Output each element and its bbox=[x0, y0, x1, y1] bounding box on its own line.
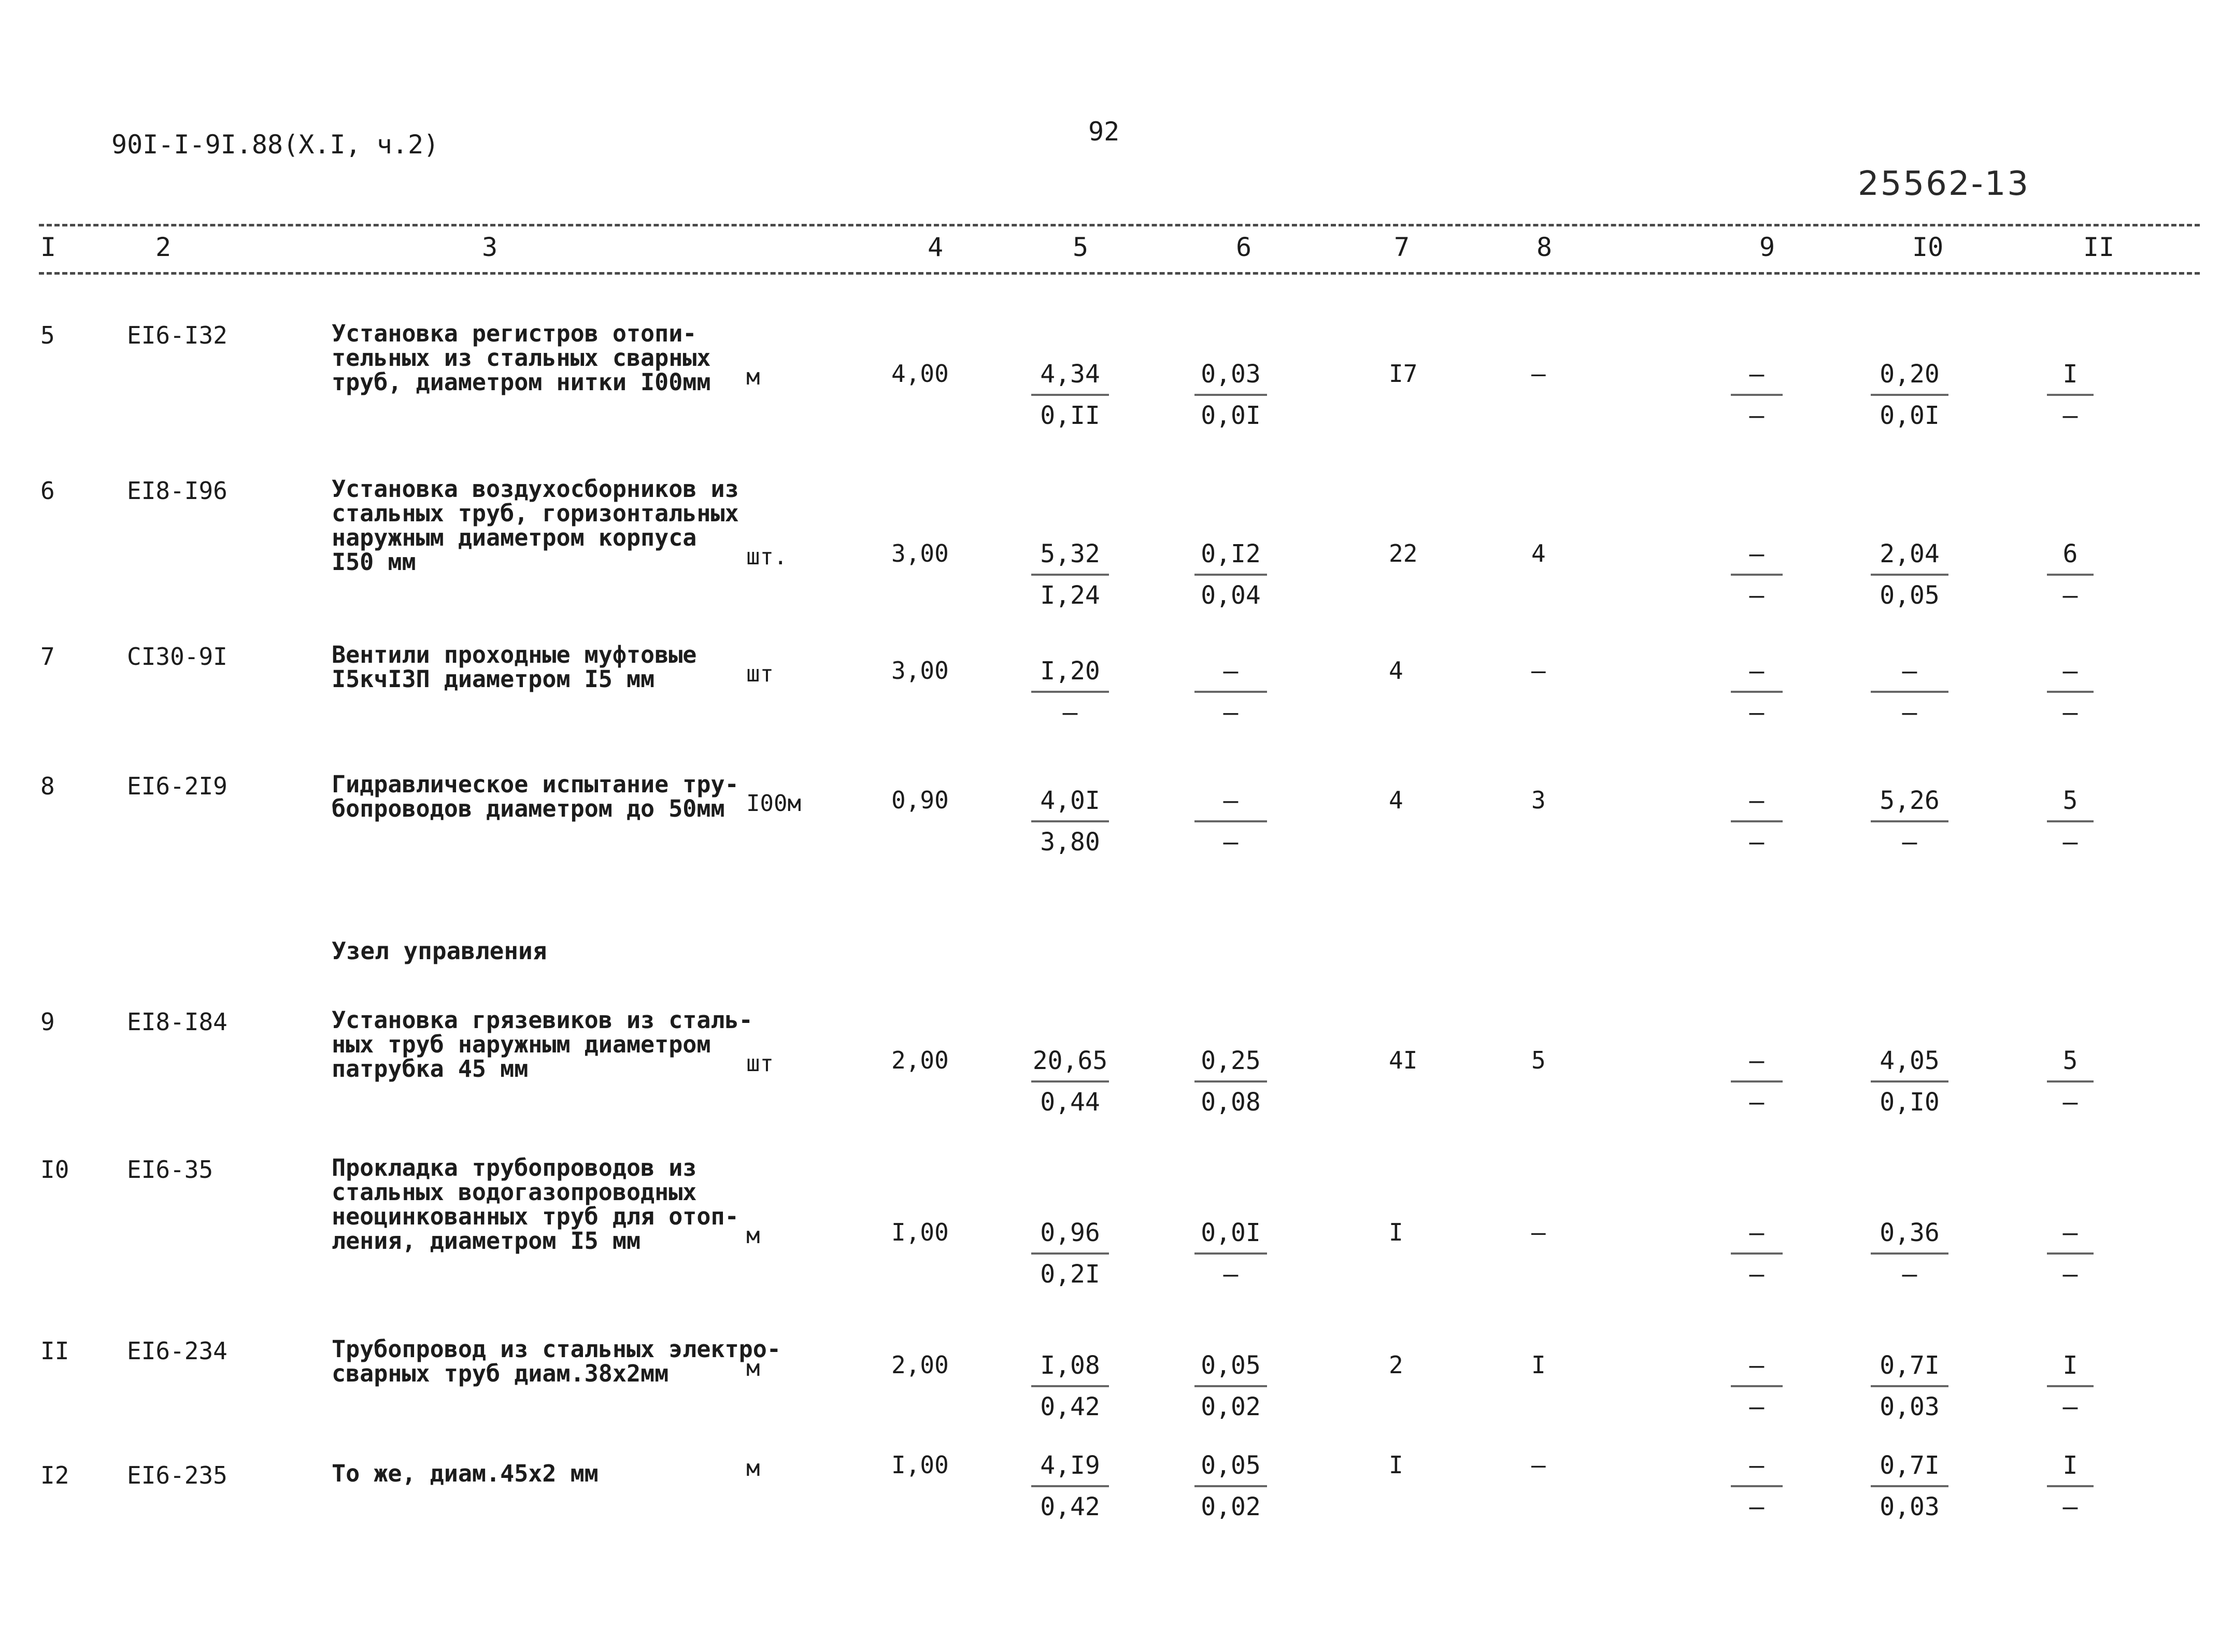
col9-value-numerator: – bbox=[1749, 786, 1765, 815]
col9-value bbox=[1731, 1046, 1783, 1117]
col11-value-numerator: 5 bbox=[2062, 786, 2078, 815]
norm-code: EI6-I32 bbox=[127, 321, 227, 349]
col11-value bbox=[2047, 1351, 2094, 1421]
bottom-dashed-rule bbox=[39, 272, 2200, 275]
col11-value-denominator: – bbox=[2062, 401, 2078, 430]
column-number: 4 bbox=[928, 232, 944, 262]
col6-value-numerator: 0,0I bbox=[1201, 1218, 1261, 1247]
col11-value-numerator: 5 bbox=[2062, 1046, 2078, 1075]
work-description bbox=[332, 643, 798, 691]
col6-value-bar bbox=[1194, 1080, 1267, 1083]
col9-value-denominator: – bbox=[1749, 828, 1765, 857]
col6-value-denominator: 0,08 bbox=[1201, 1088, 1261, 1117]
column-number: 8 bbox=[1536, 232, 1553, 262]
col6-value-denominator: 0,04 bbox=[1201, 581, 1261, 610]
col5-value-numerator: I,08 bbox=[1040, 1351, 1100, 1380]
col8-value: I bbox=[1531, 1351, 1546, 1379]
col9-value bbox=[1731, 786, 1783, 857]
col11-value-bar bbox=[2047, 574, 2094, 576]
col11-value bbox=[2047, 657, 2094, 727]
page-number: 92 bbox=[1088, 117, 1120, 147]
col10-value-numerator: 0,7I bbox=[1880, 1351, 1940, 1380]
column-number: 2 bbox=[155, 232, 172, 262]
description-line: тельных из стальных сварных bbox=[332, 344, 711, 372]
description-line: стальных труб, горизонтальных bbox=[332, 500, 739, 527]
col11-value-numerator: I bbox=[2062, 1451, 2078, 1480]
unit: шт bbox=[746, 661, 774, 687]
col9-value-denominator: – bbox=[1749, 401, 1765, 430]
col10-value bbox=[1871, 360, 1948, 430]
col11-value-numerator: 6 bbox=[2062, 539, 2078, 568]
col10-value-denominator: 0,05 bbox=[1880, 581, 1940, 610]
col9-value bbox=[1731, 657, 1783, 727]
col8-value: 4 bbox=[1531, 539, 1546, 567]
col5-value-numerator: 4,0I bbox=[1040, 786, 1100, 815]
col5-value-denominator: 0,II bbox=[1040, 401, 1100, 430]
col9-value-numerator: – bbox=[1749, 1218, 1765, 1247]
col5-value-denominator: – bbox=[1062, 698, 1078, 727]
col5-value-bar bbox=[1031, 1385, 1109, 1387]
col5-value bbox=[1031, 1218, 1109, 1289]
col11-value bbox=[2047, 360, 2094, 430]
col9-value-numerator: – bbox=[1749, 1351, 1765, 1380]
col6-value bbox=[1194, 1218, 1267, 1289]
unit: шт. bbox=[746, 544, 788, 570]
col11-value-numerator: I bbox=[2062, 360, 2078, 389]
col11-value-bar bbox=[2047, 691, 2094, 693]
col6-value bbox=[1194, 1046, 1267, 1117]
norm-code: CI30-9I bbox=[127, 643, 227, 671]
top-dashed-rule bbox=[39, 224, 2200, 226]
col9-value-bar bbox=[1731, 394, 1783, 396]
col9-value-denominator: – bbox=[1749, 581, 1765, 610]
col10-value-bar bbox=[1871, 691, 1948, 693]
col6-value bbox=[1194, 539, 1267, 610]
row-number: 9 bbox=[40, 1008, 55, 1036]
col5-value bbox=[1031, 1351, 1109, 1421]
col11-value bbox=[2047, 539, 2094, 610]
col5-value-bar bbox=[1031, 820, 1109, 822]
col9-value-denominator: – bbox=[1749, 1392, 1765, 1421]
col11-value bbox=[2047, 786, 2094, 857]
col10-value bbox=[1871, 1046, 1948, 1117]
description-line: Гидравлическое испытание тру- bbox=[332, 771, 739, 798]
col6-value bbox=[1194, 657, 1267, 727]
col10-value-numerator: 2,04 bbox=[1880, 539, 1940, 568]
col10-value-bar bbox=[1871, 820, 1948, 822]
col10-value-denominator: – bbox=[1902, 1260, 1917, 1289]
col9-value bbox=[1731, 1218, 1783, 1289]
description-line: Установка регистров отопи- bbox=[332, 320, 697, 347]
col8-value: – bbox=[1531, 657, 1546, 685]
col9-value bbox=[1731, 1351, 1783, 1421]
quantity: I,00 bbox=[891, 1451, 949, 1479]
column-number: 9 bbox=[1759, 232, 1775, 262]
col10-value-denominator: – bbox=[1902, 698, 1917, 727]
quantity: 4,00 bbox=[891, 360, 949, 388]
col10-value-numerator: 0,7I bbox=[1880, 1451, 1940, 1480]
col10-value-numerator: 4,05 bbox=[1880, 1046, 1940, 1075]
description-line: I5кчI3П диаметром I5 мм bbox=[332, 665, 655, 693]
registration-stamp: 25562-13 bbox=[1858, 165, 2030, 203]
col6-value-bar bbox=[1194, 820, 1267, 822]
col6-value-bar bbox=[1194, 394, 1267, 396]
col5-value bbox=[1031, 786, 1109, 857]
col10-value bbox=[1871, 657, 1948, 727]
col9-value-numerator: – bbox=[1749, 1451, 1765, 1480]
col10-value bbox=[1871, 786, 1948, 857]
col11-value-bar bbox=[2047, 820, 2094, 822]
col11-value-numerator: – bbox=[2062, 657, 2078, 686]
col11-value-denominator: – bbox=[2062, 1492, 2078, 1521]
work-description bbox=[332, 1337, 798, 1386]
col10-value-numerator: 5,26 bbox=[1880, 786, 1940, 815]
col9-value-bar bbox=[1731, 1385, 1783, 1387]
col9-value-numerator: – bbox=[1749, 1046, 1765, 1075]
col5-value-denominator: 0,2I bbox=[1040, 1260, 1100, 1289]
col10-value-numerator: 0,36 bbox=[1880, 1218, 1940, 1247]
col5-value-bar bbox=[1031, 1080, 1109, 1083]
column-number: II bbox=[2083, 232, 2115, 262]
col9-value bbox=[1731, 1451, 1783, 1521]
col5-value bbox=[1031, 1046, 1109, 1117]
col7-value: 4 bbox=[1389, 657, 1403, 685]
col10-value-numerator: – bbox=[1902, 657, 1917, 686]
col6-value-bar bbox=[1194, 1385, 1267, 1387]
description-line: бопроводов диаметром до 50мм bbox=[332, 795, 725, 822]
column-number: 3 bbox=[482, 232, 498, 262]
row-number: 6 bbox=[40, 477, 55, 505]
col10-value-denominator: 0,03 bbox=[1880, 1492, 1940, 1521]
col10-value-bar bbox=[1871, 1485, 1948, 1487]
work-description bbox=[332, 1461, 798, 1486]
col5-value-numerator: 5,32 bbox=[1040, 539, 1100, 568]
col10-value bbox=[1871, 1451, 1948, 1521]
col11-value bbox=[2047, 1451, 2094, 1521]
col6-value-numerator: – bbox=[1223, 657, 1239, 686]
norm-code: EI8-I96 bbox=[127, 477, 227, 505]
col7-value: I bbox=[1389, 1218, 1403, 1246]
col7-value: 22 bbox=[1389, 539, 1418, 567]
col5-value-denominator: I,24 bbox=[1040, 581, 1100, 610]
work-description bbox=[332, 1008, 798, 1081]
col5-value-numerator: 4,34 bbox=[1040, 360, 1100, 389]
col11-value bbox=[2047, 1046, 2094, 1117]
quantity: 0,90 bbox=[891, 786, 949, 814]
unit: I00м bbox=[746, 790, 801, 817]
col10-value-bar bbox=[1871, 574, 1948, 576]
description-line: Вентили проходные муфтовые bbox=[332, 641, 697, 668]
description-line: Установка воздухосборников из bbox=[332, 475, 739, 503]
col9-value-bar bbox=[1731, 1485, 1783, 1487]
col11-value-denominator: – bbox=[2062, 828, 2078, 857]
col9-value-denominator: – bbox=[1749, 1492, 1765, 1521]
column-number: I bbox=[40, 232, 56, 262]
quantity: 2,00 bbox=[891, 1046, 949, 1074]
col6-value-numerator: – bbox=[1223, 786, 1239, 815]
col10-value-denominator: – bbox=[1902, 828, 1917, 857]
col5-value-bar bbox=[1031, 574, 1109, 576]
unit: шт bbox=[746, 1050, 774, 1077]
description-line: Установка грязевиков из сталь- bbox=[332, 1006, 753, 1034]
col11-value-denominator: – bbox=[2062, 581, 2078, 610]
description-line: I50 мм bbox=[332, 548, 416, 576]
col11-value-denominator: – bbox=[2062, 698, 2078, 727]
col11-value-bar bbox=[2047, 1485, 2094, 1487]
col10-value-bar bbox=[1871, 1252, 1948, 1255]
col5-value-denominator: 0,42 bbox=[1040, 1392, 1100, 1421]
col5-value bbox=[1031, 539, 1109, 610]
col9-value-bar bbox=[1731, 820, 1783, 822]
work-description bbox=[332, 772, 798, 821]
unit: м bbox=[746, 1222, 760, 1249]
col6-value bbox=[1194, 360, 1267, 430]
col6-value-denominator: 0,02 bbox=[1201, 1492, 1261, 1521]
column-number: I0 bbox=[1912, 232, 1944, 262]
description-line: Прокладка трубопроводов из bbox=[332, 1154, 697, 1181]
col9-value-numerator: – bbox=[1749, 539, 1765, 568]
col6-value-bar bbox=[1194, 574, 1267, 576]
unit: м bbox=[746, 364, 760, 390]
col11-value-bar bbox=[2047, 1385, 2094, 1387]
col9-value-numerator: – bbox=[1749, 657, 1765, 686]
col8-value: – bbox=[1531, 360, 1546, 388]
row-number: I0 bbox=[40, 1156, 69, 1184]
col11-value-numerator: – bbox=[2062, 1218, 2078, 1247]
col9-value-denominator: – bbox=[1749, 1260, 1765, 1289]
col8-value: 3 bbox=[1531, 786, 1546, 814]
quantity: I,00 bbox=[891, 1218, 949, 1246]
col10-value bbox=[1871, 1218, 1948, 1289]
description-line: труб, диаметром нитки I00мм bbox=[332, 368, 711, 396]
column-number: 7 bbox=[1394, 232, 1410, 262]
section-heading: Узел управления bbox=[332, 937, 547, 965]
col7-value: 4I bbox=[1389, 1046, 1418, 1074]
row-number: 8 bbox=[40, 772, 55, 800]
description-line: наружным диаметром корпуса bbox=[332, 524, 697, 551]
col10-value-numerator: 0,20 bbox=[1880, 360, 1940, 389]
col9-value bbox=[1731, 360, 1783, 430]
col6-value bbox=[1194, 1351, 1267, 1421]
col11-value-denominator: – bbox=[2062, 1088, 2078, 1117]
quantity: 3,00 bbox=[891, 539, 949, 567]
col11-value-bar bbox=[2047, 1252, 2094, 1255]
col9-value-denominator: – bbox=[1749, 698, 1765, 727]
col10-value bbox=[1871, 1351, 1948, 1421]
description-line: ления, диаметром I5 мм bbox=[332, 1227, 641, 1255]
quantity: 2,00 bbox=[891, 1351, 949, 1379]
col10-value-bar bbox=[1871, 394, 1948, 396]
col5-value-denominator: 0,44 bbox=[1040, 1088, 1100, 1117]
col6-value-denominator: – bbox=[1223, 698, 1239, 727]
col9-value-bar bbox=[1731, 574, 1783, 576]
description-line: Трубопровод из стальных электро- bbox=[332, 1335, 781, 1363]
col9-value-bar bbox=[1731, 1252, 1783, 1255]
work-description bbox=[332, 477, 798, 574]
norm-code: EI8-I84 bbox=[127, 1008, 227, 1036]
col6-value-numerator: 0,25 bbox=[1201, 1046, 1261, 1075]
unit: м bbox=[746, 1455, 760, 1482]
col6-value-numerator: 0,05 bbox=[1201, 1451, 1261, 1480]
col11-value-denominator: – bbox=[2062, 1392, 2078, 1421]
col10-value-denominator: 0,03 bbox=[1880, 1392, 1940, 1421]
col11-value-numerator: I bbox=[2062, 1351, 2078, 1380]
work-description bbox=[332, 321, 798, 394]
col6-value bbox=[1194, 786, 1267, 857]
row-number: I2 bbox=[40, 1461, 69, 1489]
col5-value-numerator: 4,I9 bbox=[1040, 1451, 1100, 1480]
col10-value-bar bbox=[1871, 1385, 1948, 1387]
col6-value-numerator: 0,03 bbox=[1201, 360, 1261, 389]
description-line: То же, диам.45х2 мм bbox=[332, 1460, 599, 1487]
work-description bbox=[332, 1156, 798, 1253]
row-number: 5 bbox=[40, 321, 55, 349]
col5-value-numerator: 0,96 bbox=[1040, 1218, 1100, 1247]
col10-value-denominator: 0,I0 bbox=[1880, 1088, 1940, 1117]
col7-value: I bbox=[1389, 1451, 1403, 1479]
norm-code: EI6-234 bbox=[127, 1337, 227, 1365]
col9-value-numerator: – bbox=[1749, 360, 1765, 389]
col5-value bbox=[1031, 1451, 1109, 1521]
col11-value-bar bbox=[2047, 394, 2094, 396]
row-number: II bbox=[40, 1337, 69, 1365]
col6-value-bar bbox=[1194, 1252, 1267, 1255]
quantity: 3,00 bbox=[891, 657, 949, 685]
norm-code: EI6-2I9 bbox=[127, 772, 227, 800]
col5-value-bar bbox=[1031, 1485, 1109, 1487]
description-line: стальных водогазопроводных bbox=[332, 1178, 697, 1206]
col8-value: – bbox=[1531, 1218, 1546, 1246]
col5-value-bar bbox=[1031, 394, 1109, 396]
col5-value bbox=[1031, 360, 1109, 430]
unit: м bbox=[746, 1355, 760, 1382]
col5-value bbox=[1031, 657, 1109, 727]
col8-value: 5 bbox=[1531, 1046, 1546, 1074]
col11-value-bar bbox=[2047, 1080, 2094, 1083]
col6-value-bar bbox=[1194, 1485, 1267, 1487]
col6-value-numerator: 0,I2 bbox=[1201, 539, 1261, 568]
col6-value-denominator: – bbox=[1223, 828, 1239, 857]
norm-code: EI6-35 bbox=[127, 1156, 214, 1184]
col7-value: I7 bbox=[1389, 360, 1418, 388]
col6-value-denominator: 0,02 bbox=[1201, 1392, 1261, 1421]
col6-value bbox=[1194, 1451, 1267, 1521]
col11-value-denominator: – bbox=[2062, 1260, 2078, 1289]
norm-code: EI6-235 bbox=[127, 1461, 227, 1489]
col5-value-bar bbox=[1031, 691, 1109, 693]
col10-value-bar bbox=[1871, 1080, 1948, 1083]
col7-value: 4 bbox=[1389, 786, 1403, 814]
description-line: ных труб наружным диаметром bbox=[332, 1031, 711, 1058]
col6-value-denominator: – bbox=[1223, 1260, 1239, 1289]
col5-value-bar bbox=[1031, 1252, 1109, 1255]
col5-value-numerator: 20,65 bbox=[1032, 1046, 1108, 1075]
description-line: патрубка 45 мм bbox=[332, 1055, 529, 1083]
col7-value: 2 bbox=[1389, 1351, 1403, 1379]
col5-value-numerator: I,20 bbox=[1040, 657, 1100, 686]
col6-value-bar bbox=[1194, 691, 1267, 693]
col9-value-bar bbox=[1731, 691, 1783, 693]
col11-value bbox=[2047, 1218, 2094, 1289]
column-number: 5 bbox=[1073, 232, 1089, 262]
row-number: 7 bbox=[40, 643, 55, 671]
col6-value-numerator: 0,05 bbox=[1201, 1351, 1261, 1380]
col8-value: – bbox=[1531, 1451, 1546, 1479]
col9-value-bar bbox=[1731, 1080, 1783, 1083]
document-code: 90I-I-9I.88(X.I, ч.2) bbox=[111, 130, 439, 160]
column-number: 6 bbox=[1236, 232, 1252, 262]
col5-value-denominator: 0,42 bbox=[1040, 1492, 1100, 1521]
col10-value bbox=[1871, 539, 1948, 610]
description-line: неоцинкованных труб для отоп- bbox=[332, 1203, 739, 1230]
col6-value-denominator: 0,0I bbox=[1201, 401, 1261, 430]
col10-value-denominator: 0,0I bbox=[1880, 401, 1940, 430]
col5-value-denominator: 3,80 bbox=[1040, 828, 1100, 857]
col9-value bbox=[1731, 539, 1783, 610]
col9-value-denominator: – bbox=[1749, 1088, 1765, 1117]
description-line: сварных труб диам.38х2мм bbox=[332, 1360, 669, 1387]
